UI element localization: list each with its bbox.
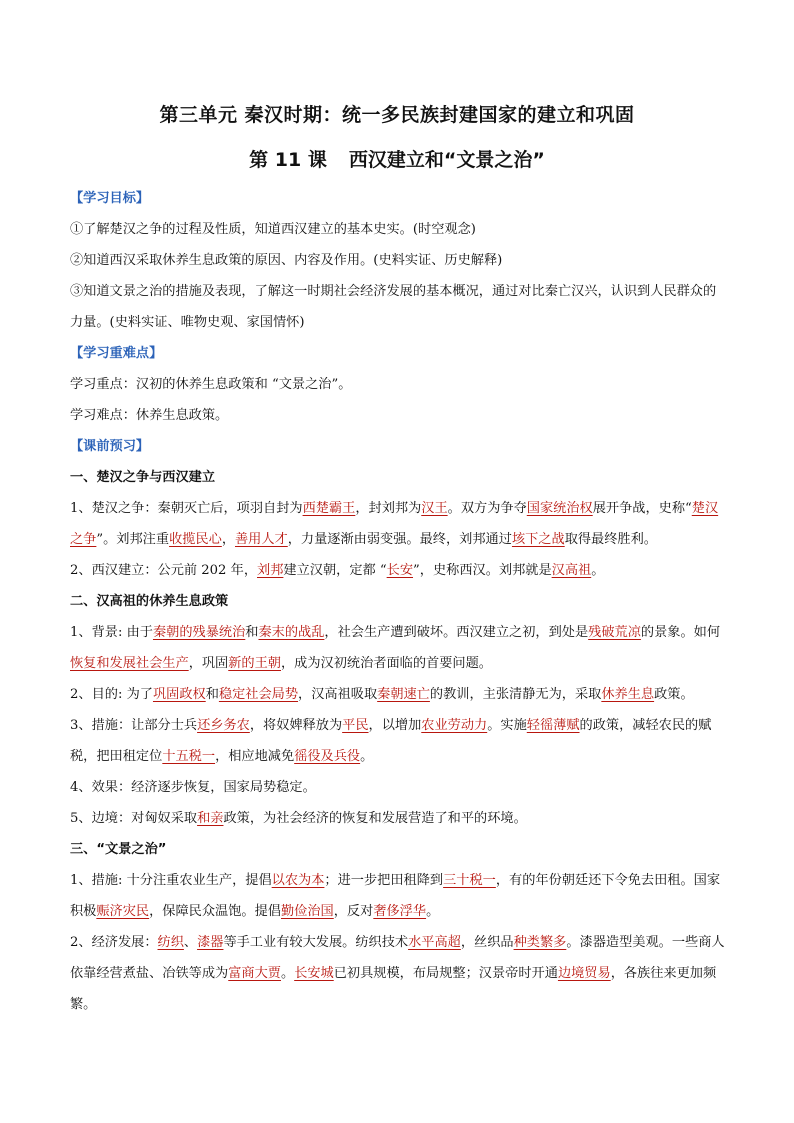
answer-blank: 西楚霸王 bbox=[302, 501, 356, 516]
answer-blank: 农业劳动力 bbox=[421, 718, 488, 733]
paragraph-text: 已初具规模，布局规整；汉景帝时开通 bbox=[333, 966, 558, 981]
goal-1: ①了解楚汉之争的过程及性质，知道西汉建立的基本史实。(时空观念) bbox=[70, 222, 476, 237]
lesson-title bbox=[0, 145, 794, 172]
paragraph-text: ，封刘邦为 bbox=[355, 501, 422, 516]
answer-blank: 长安 bbox=[386, 563, 414, 578]
paragraph-text: 2、西汉建立：公元前 202 年， bbox=[70, 563, 258, 578]
lesson-name: 西汉建立和“文景之治” bbox=[348, 149, 545, 171]
answer-blank: 巩固政权 bbox=[152, 687, 206, 702]
paragraph-text: ，丝织品 bbox=[460, 935, 514, 950]
answer-blank: 稳定社会局势 bbox=[218, 687, 299, 702]
section-2-para-1 bbox=[70, 617, 726, 679]
answer-blank: 漆器 bbox=[197, 935, 224, 950]
paragraph-text: ，将奴婢释放为 bbox=[249, 718, 343, 733]
focus-line: 学习重点：汉初的休养生息政策和 “文景之治”。 bbox=[70, 377, 352, 392]
section-2-para-5 bbox=[70, 803, 726, 834]
answer-blank: 休养生息 bbox=[601, 687, 655, 702]
answer-blank: 楚汉之争 bbox=[70, 501, 719, 547]
answer-blank: 垓下之战 bbox=[511, 532, 565, 547]
answer-blank: 残破荒凉 bbox=[588, 625, 641, 640]
paragraph-text: 1、措施: 十分注重农业生产，提倡 bbox=[70, 873, 272, 888]
paragraph-text: ，以增加 bbox=[368, 718, 422, 733]
answer-blank: 平民 bbox=[342, 718, 369, 733]
answer-blank: 善用人才 bbox=[235, 532, 288, 547]
paragraph-text: 5、边境：对匈奴采取 bbox=[70, 811, 198, 826]
paragraph-text: 。 bbox=[281, 966, 295, 981]
paragraph-text: 1、背景: 由于 bbox=[70, 625, 153, 640]
paragraph-text: ；进一步把田租降到 bbox=[324, 873, 444, 888]
paragraph-text: ，力量逐渐由弱变强。最终，刘邦通过 bbox=[287, 532, 512, 547]
goal-3: ③知道文景之治的措施及表现，了解这一时期社会经济发展的基本概况，通过对比秦亡汉兴，认识到人民群众的力量。(史料实证、唯物史观、家国情怀) bbox=[70, 284, 717, 330]
section-2-para-2 bbox=[70, 679, 726, 710]
answer-blank: 徭役及兵役 bbox=[294, 749, 361, 764]
paragraph-text: 的政策，减轻农民的赋税，把田租定位 bbox=[70, 718, 712, 764]
answer-blank: 还乡务农 bbox=[197, 718, 250, 733]
section-1-title: 一、楚汉之争与西汉建立 bbox=[70, 470, 216, 485]
answer-blank: 刘邦 bbox=[257, 563, 284, 578]
paragraph-text: 、 bbox=[183, 935, 198, 950]
paragraph-text: 2、目的: 为了 bbox=[70, 687, 153, 702]
paragraph-text: 的教训，主张清静无为，采取 bbox=[429, 687, 602, 702]
section-3-title: 三、“文景之治” bbox=[70, 842, 167, 857]
answer-blank: 秦朝的残暴统治 bbox=[152, 625, 246, 640]
answer-blank: 种类繁多 bbox=[513, 935, 567, 950]
paragraph-text: ，有的年份朝廷还下令免去田租。国家积极 bbox=[70, 873, 721, 919]
paragraph-text: 。 bbox=[426, 904, 440, 919]
paragraph-text: 。双方为争夺 bbox=[447, 501, 527, 516]
paragraph-text: ，巩固 bbox=[188, 656, 229, 671]
answer-blank: 富商大贾 bbox=[228, 966, 281, 981]
answer-blank: 恢复和发展社会生产 bbox=[70, 656, 189, 671]
paragraph-text: 。实施 bbox=[487, 718, 527, 733]
paragraph-text: ，社会生产遭到破坏。西汉建立之初，到处是 bbox=[324, 625, 589, 640]
paragraph-text: 建立汉朝，定都 “ bbox=[283, 563, 387, 578]
paragraph-text: 。 bbox=[591, 563, 605, 578]
section-3-para-1 bbox=[70, 865, 726, 927]
paragraph-text: ，各族往来更加频繁。 bbox=[70, 966, 717, 1012]
answer-blank: 十五税一 bbox=[162, 749, 216, 764]
goals-header: 【学习目标】 bbox=[70, 191, 150, 206]
unit-title: 第三单元 秦汉时期：统一多民族封建国家的建立和巩固 bbox=[159, 104, 635, 126]
lesson-number: 第 11 课 bbox=[249, 149, 327, 171]
preview-header: 【课前预习】 bbox=[70, 439, 150, 454]
section-1-para-1 bbox=[70, 493, 726, 555]
answer-blank: 三十税一 bbox=[443, 873, 496, 888]
paragraph-text: 。漆器造型美观。一些商人依靠经营煮盐、冶铁等成为 bbox=[70, 935, 725, 981]
paragraph-text: 政策。 bbox=[654, 687, 694, 702]
answer-blank: 收揽民心 bbox=[169, 532, 222, 547]
paragraph-text: 2、经济发展： bbox=[70, 935, 158, 950]
section-2-para-3 bbox=[70, 710, 726, 772]
section-2-para-4: 4、效果：经济逐步恢复，国家局势稳定。 bbox=[70, 780, 316, 795]
answer-blank: 和亲 bbox=[197, 811, 224, 826]
answer-blank: 秦末的战乱 bbox=[258, 625, 325, 640]
answer-blank: 边境贸易 bbox=[557, 966, 611, 981]
paragraph-text: 等手工业有较大发展。纺织技术 bbox=[223, 935, 409, 950]
paragraph-text: 的景象。如何 bbox=[640, 625, 721, 640]
paragraph-text: ，保障民众温饱。提倡 bbox=[149, 904, 281, 919]
paragraph-text: 。 bbox=[360, 749, 374, 764]
paragraph-text: ， bbox=[221, 532, 235, 547]
section-2-title: 二、汉高祖的休养生息政策 bbox=[70, 594, 229, 609]
answer-blank: 秦朝速亡 bbox=[377, 687, 430, 702]
paragraph-text: ”，史称西汉。刘邦就是 bbox=[413, 563, 552, 578]
paragraph-text: ，反对 bbox=[333, 904, 374, 919]
document-body bbox=[70, 183, 726, 1020]
paragraph-text: 政策，为社会经济的恢复和发展营造了和平的环境。 bbox=[223, 811, 527, 826]
paragraph-text: 取得最终胜利。 bbox=[564, 532, 657, 547]
difficulty-line: 学习难点：休养生息政策。 bbox=[70, 408, 229, 423]
answer-blank: 纺织 bbox=[157, 935, 184, 950]
answer-blank: 汉高祖 bbox=[551, 563, 592, 578]
paragraph-text: ，成为汉初统治者面临的首要问题。 bbox=[281, 656, 492, 671]
answer-blank: 国家统治权 bbox=[526, 501, 593, 516]
answer-blank: 奢侈浮华 bbox=[373, 904, 427, 919]
answer-blank: 轻徭薄赋 bbox=[526, 718, 580, 733]
answer-blank: 以农为本 bbox=[271, 873, 325, 888]
paragraph-text: 和 bbox=[245, 625, 259, 640]
paragraph-text: 3、措施：让部分士兵 bbox=[70, 718, 198, 733]
answer-blank: 水平高超 bbox=[408, 935, 461, 950]
paragraph-text: 1、楚汉之争：秦朝灭亡后，项羽自封为 bbox=[70, 501, 303, 516]
goal-2: ②知道西汉采取休养生息政策的原因、内容及作用。(史料实证、历史解释) bbox=[70, 253, 503, 268]
paragraph-text: ，相应地减免 bbox=[215, 749, 295, 764]
paragraph-text: ，汉高祖吸取 bbox=[298, 687, 378, 702]
answer-blank: 长安城 bbox=[294, 966, 334, 981]
paragraph-text: 和 bbox=[205, 687, 219, 702]
section-1-para-2 bbox=[70, 555, 726, 586]
paragraph-text: ”。刘邦注重 bbox=[96, 532, 170, 547]
answer-blank: 赈济灾民 bbox=[96, 904, 150, 919]
answer-blank: 勤俭治国 bbox=[281, 904, 334, 919]
answer-blank: 汉王 bbox=[421, 501, 448, 516]
section-3-para-2 bbox=[70, 927, 726, 1020]
paragraph-text: 展开争战，史称“ bbox=[592, 501, 692, 516]
keypoints-header: 【学习重难点】 bbox=[70, 346, 163, 361]
answer-blank: 新的王朝 bbox=[228, 656, 281, 671]
